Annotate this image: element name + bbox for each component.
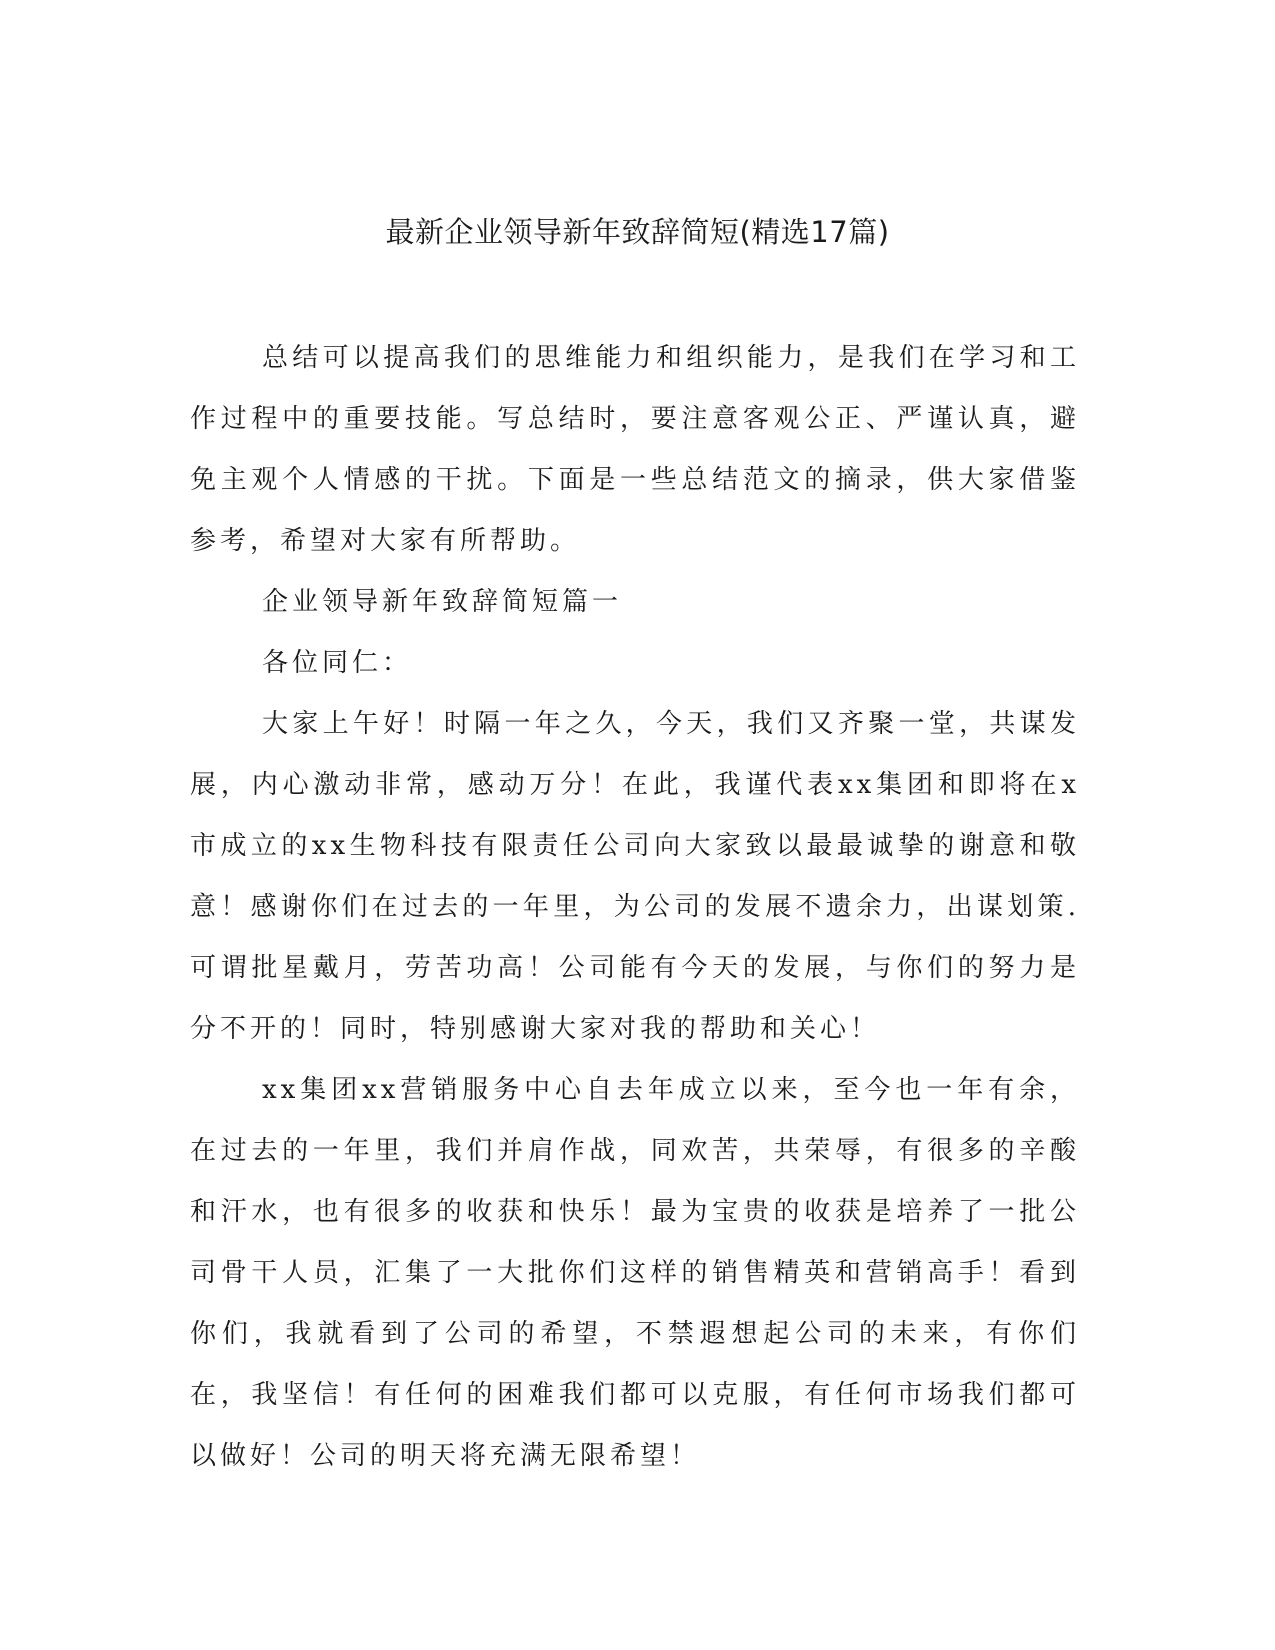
body-paragraph: xx集团xx营销服务中心自去年成立以来，至今也一年有余，在过去的一年里，我们并肩作战，同欢苦，共荣辱，有很多的辛酸和汗水，也有很多的收获和快乐！最为宝贵的收获是培养了一批公司骨干人员，汇集了一大批你们这样的销售精英和营销高手！看到你们，我就看到了公司的希望，不禁遐想起公司的未来，有你们在，我坚信！有任何的困难我们都可以克服，有任何市场我们都可以做好！公司的明天将充满无限希望！ [190,1075,1080,1471]
document-title: 最新企业领导新年致辞简短(精选17篇) [385,215,890,249]
document-body [190,328,1080,1487]
salutation: 各位同仁： [262,648,413,678]
intro-paragraph: 总结可以提高我们的思维能力和组织能力，是我们在学习和工作过程中的重要技能。写总结时，要注意客观公正、严谨认真，避免主观个人情感的干扰。下面是一些总结范文的摘录，供大家借鉴参考，希望对大家有所帮助。 [190,343,1080,556]
section-heading: 企业领导新年致辞简短篇一 [262,587,623,617]
body-paragraph: 大家上午好！时隔一年之久，今天，我们又齐聚一堂，共谋发展，内心激动非常，感动万分！在此，我谨代表xx集团和即将在x市成立的xx生物科技有限责任公司向大家致以最最诚挚的谢意和敬意！感谢你们在过去的一年里，为公司的发展不遗余力，出谋划策.可谓批星戴月，劳苦功高！公司能有今天的发展，与你们的努力是分不开的！同时，特别感谢大家对我的帮助和关心！ [190,709,1080,1044]
